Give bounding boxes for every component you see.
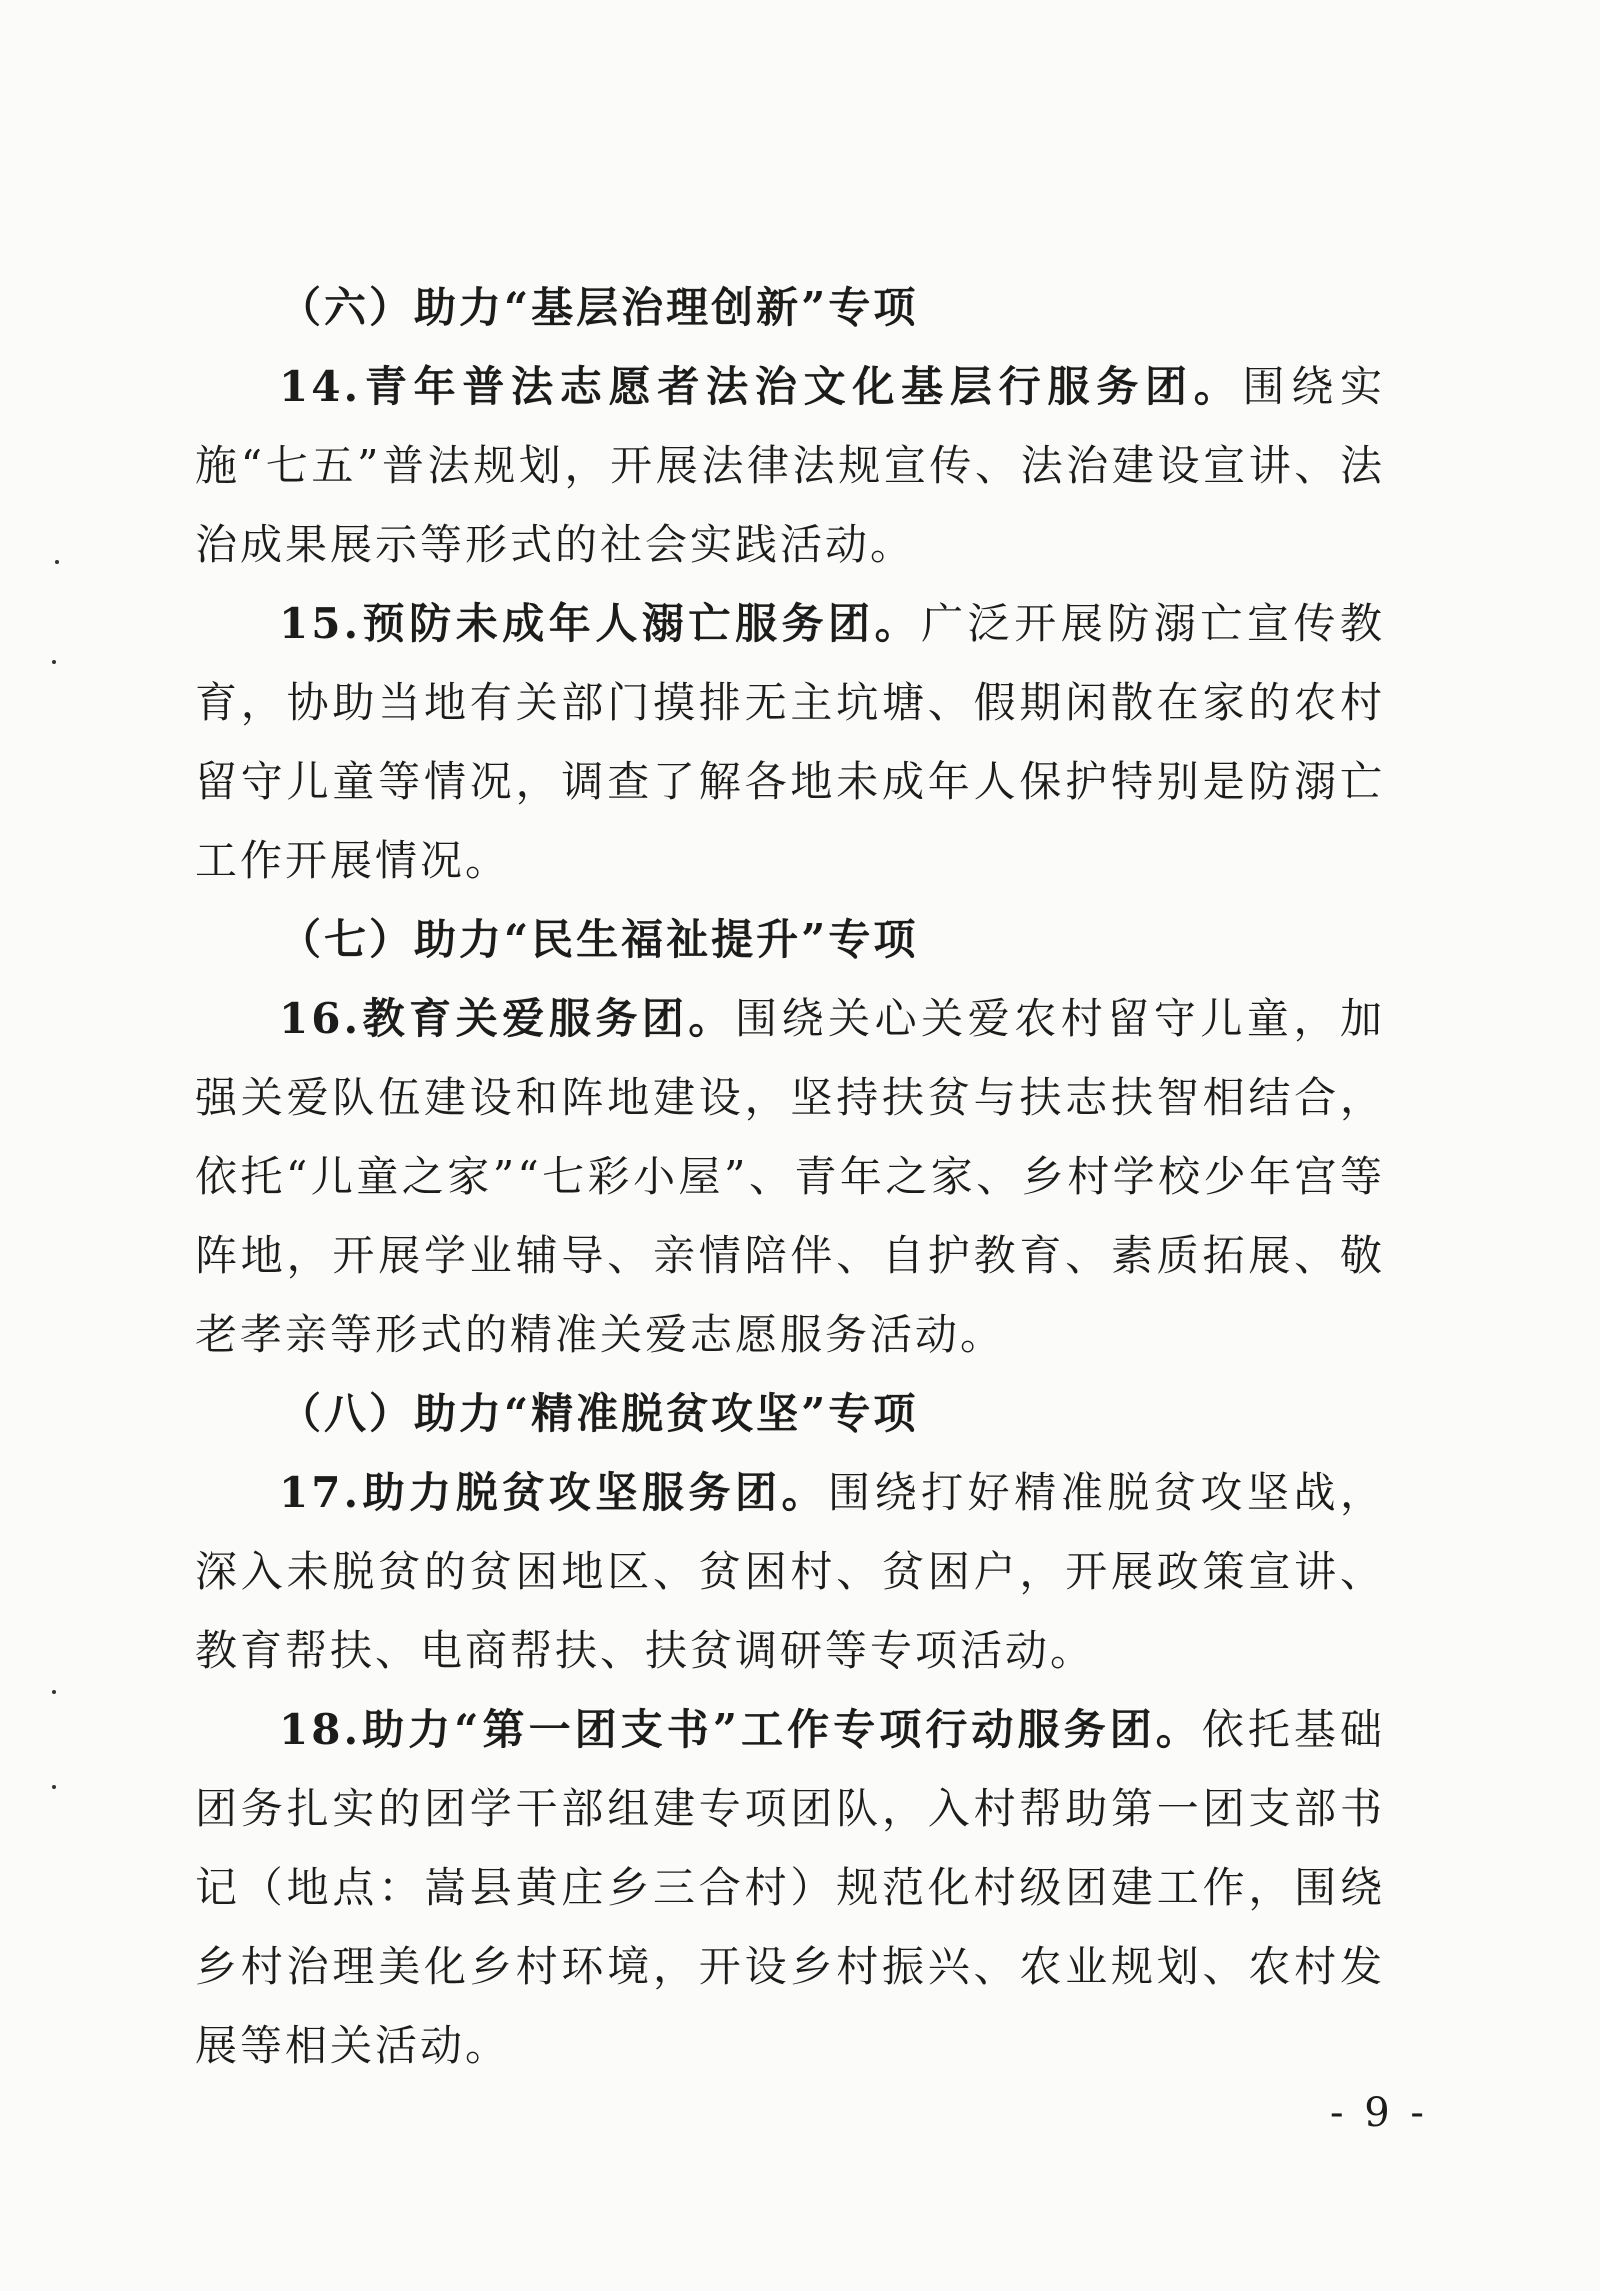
- item-15: [195, 584, 1385, 900]
- section-heading-8: （八）助力“精准脱贫攻坚”专项: [279, 1389, 919, 1438]
- scan-speck: [52, 1785, 56, 1789]
- document-body: [195, 268, 1385, 2085]
- scan-speck: [52, 1690, 56, 1694]
- item-18: [195, 1690, 1385, 2085]
- item-17-body: 围绕打好精准脱贫攻坚战，深入未脱贫的贫困地区、贫困村、贫困户，开展政策宣讲、教育帮扶、电商帮扶、扶贫调研等专项活动。: [195, 1468, 1385, 1675]
- item-17-lead: 17.助力脱贫攻坚服务团。: [279, 1468, 829, 1517]
- scan-speck: [52, 660, 56, 664]
- section-heading-7: （七）助力“民生福祉提升”专项: [279, 915, 919, 964]
- item-15-lead: 15.预防未成年人溺亡服务团。: [279, 599, 922, 648]
- item-16: [195, 979, 1385, 1374]
- item-14: [195, 347, 1385, 584]
- section-heading-6: （六）助力“基层治理创新”专项: [279, 283, 919, 332]
- item-14-body: 围绕实施“七五”普法规划，开展法律法规宣传、法治建设宣讲、法治成果展示等形式的社会实践活动。: [195, 362, 1385, 569]
- scan-speck: [55, 560, 59, 564]
- page-number: - 9 -: [1330, 2090, 1428, 2136]
- item-15-body: 广泛开展防溺亡宣传教育，协助当地有关部门摸排无主坑塘、假期闲散在家的农村留守儿童等情况，调查了解各地未成年人保护特别是防溺亡工作开展情况。: [195, 599, 1385, 885]
- item-14-lead: 14.青年普法志愿者法治文化基层行服务团。: [279, 362, 1243, 411]
- item-18-lead: 18.助力“第一团支书”工作专项行动服务团。: [279, 1705, 1202, 1754]
- item-16-body: 围绕关心关爱农村留守儿童，加强关爱队伍建设和阵地建设，坚持扶贫与扶志扶智相结合，依托“儿童之家”“七彩小屋”、青年之家、乡村学校少年宫等阵地，开展学业辅导、亲情陪伴、自护教育、素质拓展、敬老孝亲等形式的精准关爱志愿服务活动。: [195, 994, 1385, 1359]
- item-18-body: 依托基础团务扎实的团学干部组建专项团队，入村帮助第一团支部书记（地点：嵩县黄庄乡三合村）规范化村级团建工作，围绕乡村治理美化乡村环境，开设乡村振兴、农业规划、农村发展等相关活动。: [195, 1705, 1385, 2070]
- item-17: [195, 1453, 1385, 1690]
- item-16-lead: 16.教育关爱服务团。: [279, 994, 735, 1043]
